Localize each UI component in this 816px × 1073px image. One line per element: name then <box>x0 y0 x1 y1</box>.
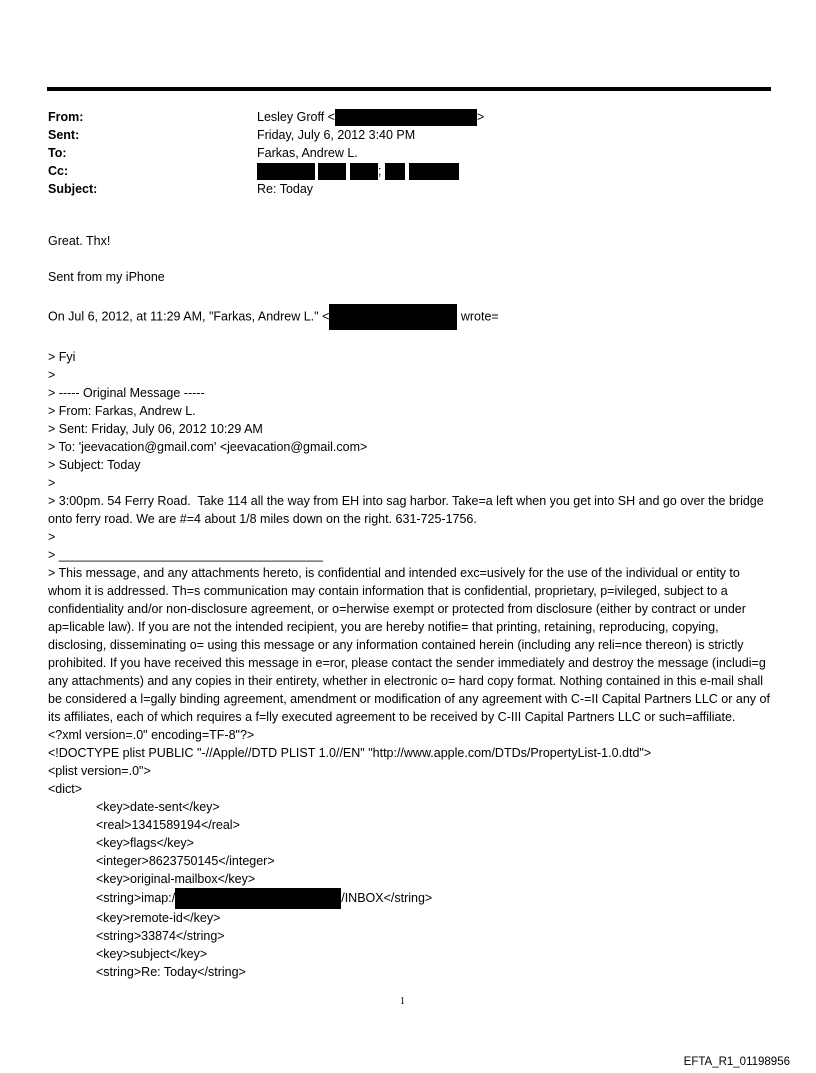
dict-line: <string>33874</string> <box>96 929 225 943</box>
imap-suffix: /INBOX</string> <box>341 890 433 905</box>
quoted-line: > From: Farkas, Andrew L. <box>48 404 196 418</box>
dict-line: <real>1341589194</real> <box>96 818 240 832</box>
quoted-line: > 3:00pm. 54 Ferry Road. Take 114 all the way from EH into sag harbor. Take=a left when you get into SH and go over the bridge onto ferry road. We are #=4 about 1/8 miles down on the right. 631-725-1756. <box>48 494 768 526</box>
subject-value: Re: Today <box>257 182 314 196</box>
imap-prefix: <string>imap:/ <box>96 890 176 905</box>
quoted-line: <!DOCTYPE plist PUBLIC "-//Apple//DTD PLIST 1.0//EN" "http://www.apple.com/DTDs/PropertyList-1.0.dtd"> <box>48 746 652 760</box>
quoted-line: > To: 'jeevacation@gmail.com' <jeevacation@gmail.com> <box>48 440 368 454</box>
redaction-block <box>409 163 459 180</box>
from-label: From: <box>48 110 84 124</box>
dict-line: <key>flags</key> <box>96 836 194 850</box>
quote-intro <box>48 304 772 330</box>
quoted-lines <box>48 348 772 798</box>
from-name: Lesley Groff < <box>257 110 335 124</box>
quoted-line: > <box>48 530 56 544</box>
quoted-line: <plist version=.0"> <box>48 764 151 778</box>
quote-intro-a: On Jul 6, 2012, at 11:29 AM, "Farkas, Andrew L." < <box>48 309 330 324</box>
redaction-block <box>175 888 341 909</box>
dict-line: <key>subject</key> <box>96 947 208 961</box>
from-close: > <box>476 110 485 124</box>
to-value: Farkas, Andrew L. <box>257 146 358 160</box>
dict-line: <key>original-mailbox</key> <box>96 872 256 886</box>
dict-entries <box>48 798 772 888</box>
quoted-line: > Sent: Friday, July 06, 2012 10:29 AM <box>48 422 263 436</box>
header-rule <box>47 87 771 91</box>
quoted-line: > This message, and any attachments hereto, is confidential and intended exc=usively for the use of the individual or entity to whom it is addressed. Th=s communication may contain information that is confidential, proprietary, p=ivileged, subject to a confidentiality and/or non-disclosure agreement, or o=herwise exempt or protected from disclosure (either by contract or under ap=licable law). If you are not the intended recipient, you are hereby notifie= that printing, retaining, reproducing, copying, disclosing, disseminating o= using this message or any information contained herein (including any reli=nce thereon) is strictly prohibited. If you have received this message in e=ror, please contact the sender immediately and destroy the message (includi=g any attachments) and any copies in their entirety, whether in electronic o= hard copy format. Nothing contained in this e-mail shall be considered a l=gally binding agreement, amendment or modification of any agreement with C-=II Capital Partners LLC or any of its affiliates, each of which requires a f=lly executed agreement to be received by C-III Capital Partners LLC or such=affiliate. <box>48 566 774 724</box>
quoted-line: > Subject: Today <box>48 458 141 472</box>
cc-label: Cc: <box>48 164 69 178</box>
document-id: EFTA_R1_01198956 <box>683 1056 790 1068</box>
sent-value: Friday, July 6, 2012 3:40 PM <box>257 128 416 142</box>
quoted-line: > ----- Original Message ----- <box>48 386 205 400</box>
quoted-line: > Fyi <box>48 350 76 364</box>
imap-line <box>48 888 772 909</box>
quoted-line: <?xml version=.0" encoding=TF-8"?> <box>48 728 255 742</box>
redaction-block <box>329 304 457 330</box>
greeting: Great. Thx! <box>48 234 111 248</box>
redaction-block <box>257 163 315 180</box>
email-body <box>48 232 772 981</box>
cc-value <box>257 162 459 180</box>
cc-separator: ; <box>377 164 382 178</box>
quoted-line: <dict> <box>48 782 83 796</box>
subject-label: Subject: <box>48 182 98 196</box>
dict-line: <key>remote-id</key> <box>96 911 221 925</box>
quoted-line: > <box>48 476 56 490</box>
dict-line: <string>Re: Today</string> <box>96 965 246 979</box>
dict-entries-after <box>48 909 772 981</box>
sent-label: Sent: <box>48 128 80 142</box>
redaction-block <box>335 109 477 126</box>
signature: Sent from my iPhone <box>48 270 165 284</box>
page-number: 1 <box>400 996 405 1007</box>
quoted-line: > ______________________________________ <box>48 548 323 562</box>
dict-line: <key>date-sent</key> <box>96 800 220 814</box>
quote-intro-b: wrote= <box>460 309 499 324</box>
quoted-line: > <box>48 368 56 382</box>
redaction-block <box>318 163 346 180</box>
redaction-block <box>350 163 378 180</box>
dict-line: <integer>8623750145</integer> <box>96 854 275 868</box>
redaction-block <box>385 163 405 180</box>
to-label: To: <box>48 146 67 160</box>
from-value <box>257 108 484 126</box>
